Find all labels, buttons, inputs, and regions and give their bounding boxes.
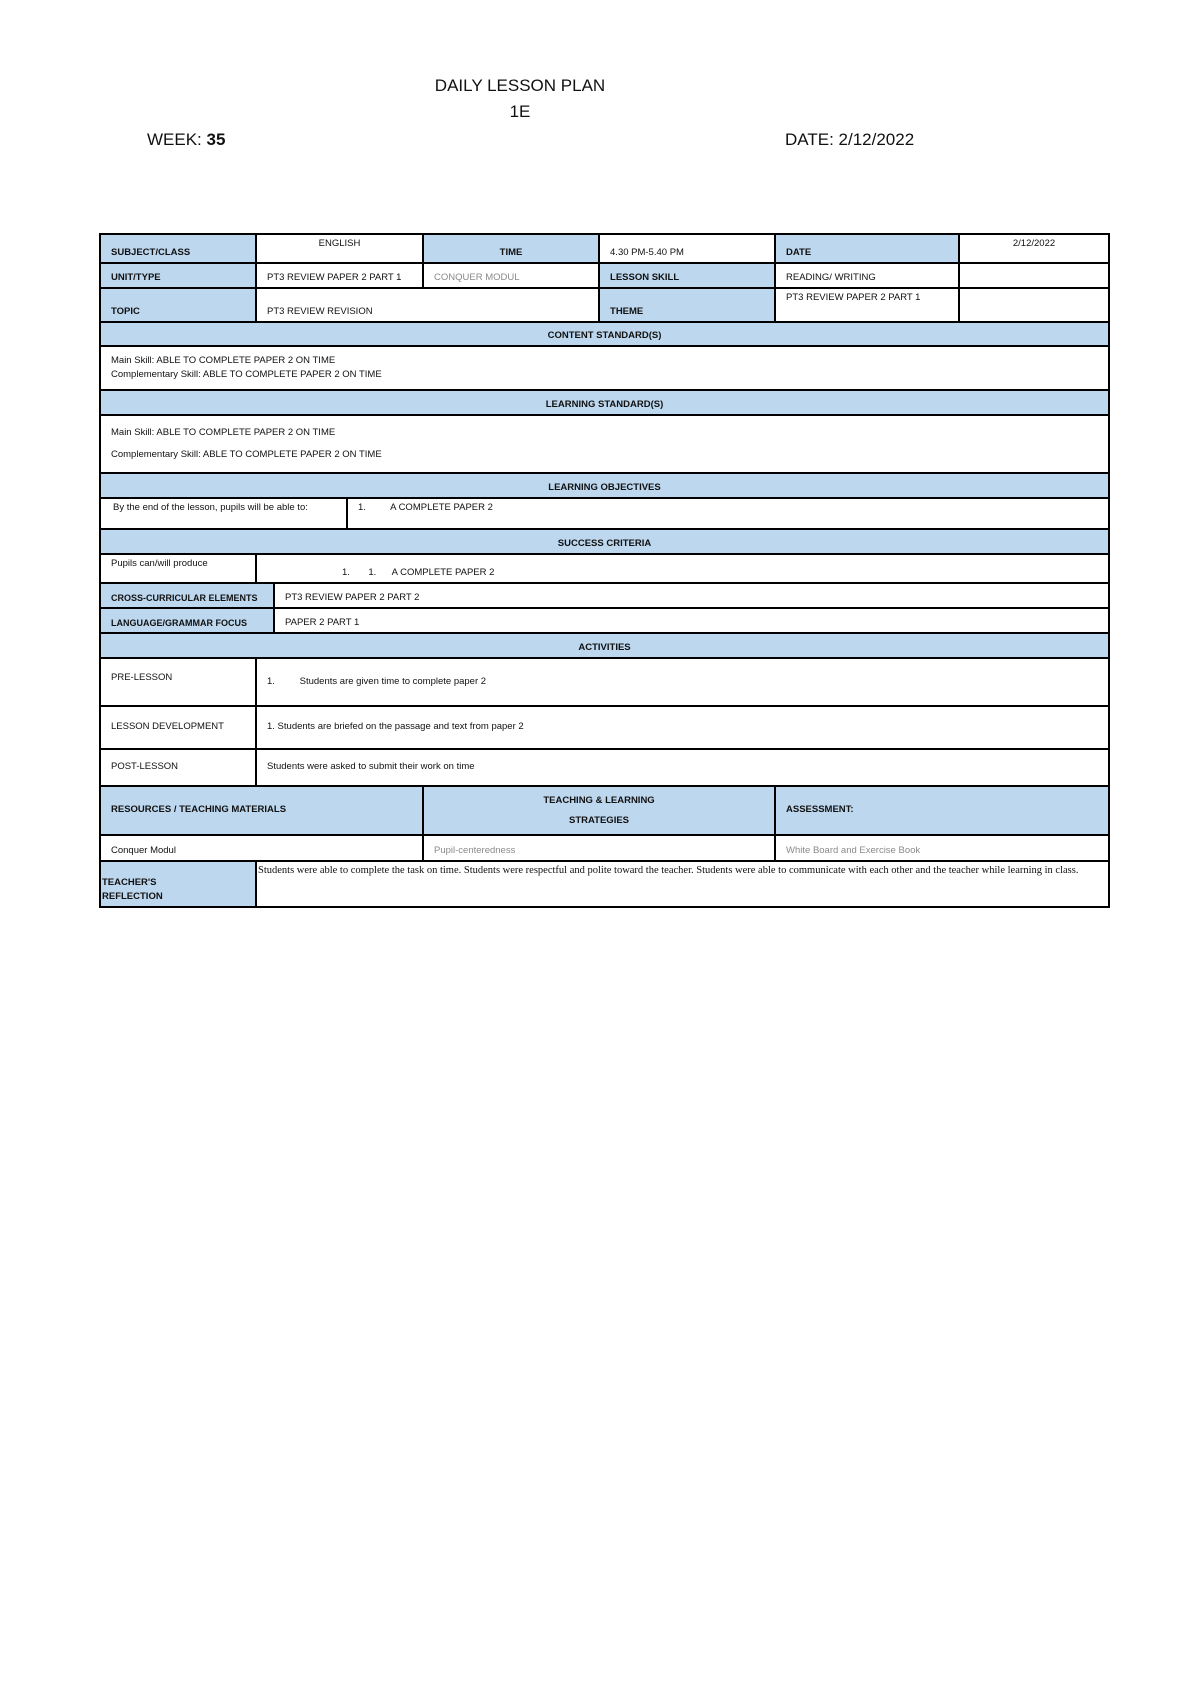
lesson-skill-value: READING/ WRITING (775, 263, 959, 288)
reflection-row (100, 861, 1109, 907)
strategies-label-line2: STRATEGIES (569, 814, 630, 826)
post-lesson-label: POST-LESSON (100, 749, 256, 786)
activities-heading-row (100, 633, 1109, 658)
grammar-value: PAPER 2 PART 1 (274, 608, 1109, 633)
cross-curricular-row (100, 583, 1109, 608)
content-standard-heading: CONTENT STANDARD(S) (100, 322, 1109, 346)
empty-cell (959, 288, 1109, 322)
learning-standard-heading-row (100, 390, 1109, 415)
strategies-label (423, 786, 775, 835)
week-label: WEEK: (147, 130, 202, 149)
topic-label: TOPIC (100, 288, 256, 322)
week-line (147, 130, 225, 150)
resources-heading-row (100, 786, 1109, 835)
resource-value: Conquer Modul (100, 835, 423, 861)
content-standard-heading-row (100, 322, 1109, 346)
learning-standard-body (100, 415, 1109, 473)
time-label: TIME (423, 234, 599, 263)
empty-cell (959, 263, 1109, 288)
assessment-value: White Board and Exercise Book (775, 835, 1109, 861)
learning-standard-row (100, 415, 1109, 473)
week-value: 35 (206, 130, 226, 149)
date-value: 2/12/2022 (838, 130, 915, 149)
document-title: DAILY LESSON PLAN (434, 76, 606, 95)
date-cell-label: DATE (775, 234, 959, 263)
date-line (785, 130, 914, 150)
grammar-row (100, 608, 1109, 633)
reflection-label (100, 861, 256, 907)
assessment-label: ASSESSMENT: (775, 786, 1109, 835)
strategies-label-line1: TEACHING & LEARNING (543, 794, 655, 806)
lesson-development-label: LESSON DEVELOPMENT (100, 706, 256, 749)
strategy-value: Pupil-centeredness (423, 835, 775, 861)
content-standard-row (100, 346, 1109, 390)
post-lesson-row (100, 749, 1109, 786)
success-heading-row (100, 529, 1109, 554)
content-main-skill: Main Skill: ABLE TO COMPLETE PAPER 2 ON TIME (111, 354, 336, 366)
reflection-label-line1: TEACHER'S (102, 876, 157, 888)
cross-curricular-value: PT3 REVIEW PAPER 2 PART 2 (274, 583, 1109, 608)
success-value: 1. 1. A COMPLETE PAPER 2 (256, 554, 1109, 583)
unit-label: UNIT/TYPE (100, 263, 256, 288)
learning-main-skill: Main Skill: ABLE TO COMPLETE PAPER 2 ON TIME (111, 426, 336, 438)
resources-row (100, 835, 1109, 861)
activities-heading: ACTIVITIES (100, 633, 1109, 658)
objectives-row (100, 498, 1109, 529)
date-cell-value: 2/12/2022 (959, 234, 1109, 263)
cross-curricular-label: CROSS-CURRICULAR ELEMENTS (100, 583, 274, 608)
grammar-label: LANGUAGE/GRAMMAR FOCUS (100, 608, 274, 633)
pre-lesson-number: 1. (267, 675, 275, 687)
pre-lesson-value: Students are given time to complete paper 2 (299, 675, 487, 687)
lesson-development-value: 1. Students are briefed on the passage and text from paper 2 (256, 706, 1109, 749)
content-standard-body (100, 346, 1109, 390)
learning-complementary-skill: Complementary Skill: ABLE TO COMPLETE PAPER 2 ON TIME (111, 449, 382, 460)
objectives-value: A COMPLETE PAPER 2 (390, 502, 493, 513)
topic-value: PT3 REVIEW REVISION (256, 288, 599, 322)
subject-label: SUBJECT/CLASS (100, 234, 256, 263)
lesson-development-row (100, 706, 1109, 749)
class-label: 1E (509, 102, 531, 121)
resources-label: RESOURCES / TEACHING MATERIALS (100, 786, 423, 835)
lesson-skill-label: LESSON SKILL (599, 263, 775, 288)
objectives-value-cell (347, 498, 1109, 529)
learning-standard-heading: LEARNING STANDARD(S) (100, 390, 1109, 415)
unit-row (100, 263, 1109, 288)
subject-row (100, 234, 1109, 263)
pre-lesson-value-cell (256, 658, 1109, 706)
theme-value: PT3 REVIEW PAPER 2 PART 1 (775, 288, 959, 322)
content-complementary-skill: Complementary Skill: ABLE TO COMPLETE PAPER 2 ON TIME (111, 369, 382, 380)
date-label: DATE: (785, 130, 834, 149)
success-row (100, 554, 1109, 583)
unit-extra: CONQUER MODUL (423, 263, 599, 288)
pre-lesson-label: PRE-LESSON (100, 658, 256, 706)
success-label: Pupils can/will produce (100, 554, 256, 583)
topic-row (100, 288, 1109, 322)
objectives-number: 1. (358, 502, 366, 513)
objectives-heading: LEARNING OBJECTIVES (100, 473, 1109, 498)
post-lesson-value: Students were asked to submit their work on time (256, 749, 1109, 786)
time-value: 4.30 PM-5.40 PM (599, 234, 775, 263)
reflection-value: Students were able to complete the task on time. Students were respectful and polite toward the teacher. Students were able to communicate with each other and the teacher while learning in class. (256, 861, 1109, 907)
pre-lesson-row (100, 658, 1109, 706)
objectives-heading-row (100, 473, 1109, 498)
objectives-label: By the end of the lesson, pupils will be able to: (100, 498, 347, 529)
success-heading: SUCCESS CRITERIA (100, 529, 1109, 554)
reflection-label-line2: REFLECTION (102, 890, 163, 902)
unit-value: PT3 REVIEW PAPER 2 PART 1 (256, 263, 423, 288)
subject-value: ENGLISH (256, 234, 423, 263)
theme-label: THEME (599, 288, 775, 322)
lesson-plan-table (99, 233, 1110, 908)
